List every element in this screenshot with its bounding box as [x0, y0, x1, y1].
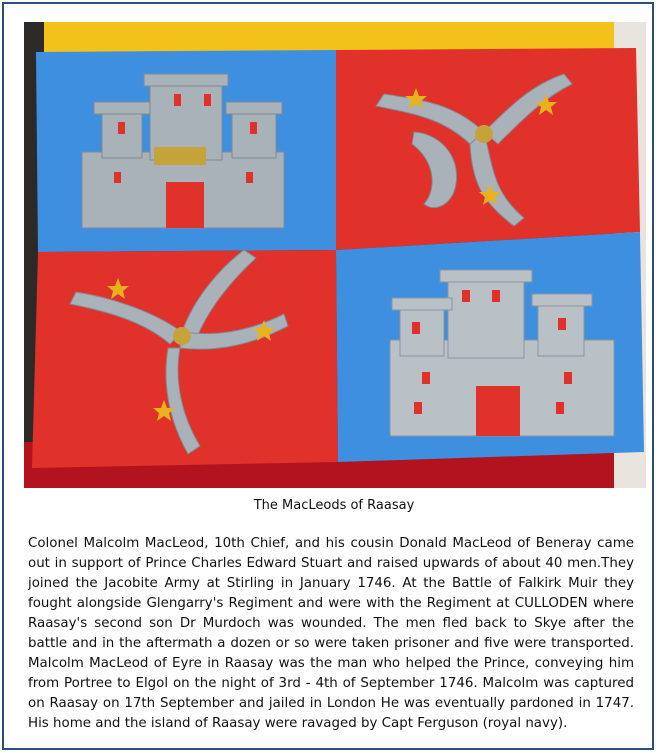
- flag-photo: [24, 22, 646, 488]
- quarter-castle-bottom-right: [336, 232, 644, 462]
- quarter-castle-top-left: [36, 50, 336, 252]
- quarter-triskelion-top-right: [336, 48, 640, 250]
- article-body: Colonel Malcolm MacLeod, 10th Chief, and his cousin Donald MacLeod of Beneray came out in support of Prince Charles Edward Stuart and raised upwards of about 40 men.They joined the Jacobite Army at Stirling in January 1746. At the Battle of Falkirk Muir they fought alongside Glengarry's Regiment and were with the Regiment at CULLODEN where Raasay's second son Dr Murdoch was wounded. The men fled back to Skye after the battle and in the aftermath a dozen or so were taken prisoner and five were transported. Malcolm MacLeod of Eyre in Raasay was the man who helped the Prince, conveying him from Portree to Elgol on the night of 3rd - 4th of September 1746. Malcolm was captured on Raasay on 17th September and jailed in London He was eventually pardoned in 1747. His home and the island of Raasay were ravaged by Capt Ferguson (royal navy).: [28, 536, 634, 731]
- article-frame: [2, 2, 654, 750]
- photo-caption: The MacLeods of Raasay: [253, 498, 415, 513]
- flag-image: [24, 22, 646, 488]
- quarter-triskelion-bottom-left: [32, 250, 338, 468]
